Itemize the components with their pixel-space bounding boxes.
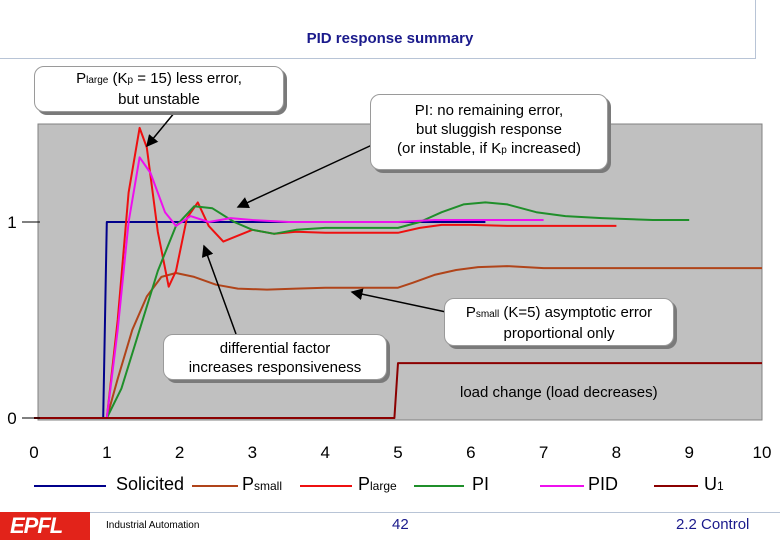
callout-psmall-p: P	[465, 304, 476, 321]
legend-label-u1: U1	[704, 474, 724, 494]
footer-section: 2.2 Control	[676, 516, 750, 533]
callout-pi-line3b: increased)	[506, 140, 581, 157]
x-tick-label-3: 3	[247, 443, 258, 462]
legend-swatch-pid	[540, 485, 584, 487]
legend-solicited	[34, 474, 194, 498]
callout-psmall-rest: (K=5) asymptotic error	[499, 304, 653, 321]
x-tick-label-9: 9	[684, 443, 694, 462]
callout-plarge-rest: = 15) less error,	[133, 70, 242, 87]
callout-pi-line3a: (or instable, if K	[397, 140, 502, 157]
callout-pi-sub: p	[501, 145, 507, 156]
x-tick-label-4: 4	[320, 443, 330, 462]
x-tick-label-1: 1	[102, 443, 112, 462]
footer-page-number: 42	[392, 516, 409, 533]
callout-plarge-sub: large	[86, 75, 109, 86]
page-title: PID response summary	[306, 30, 474, 47]
legend-swatch-u1	[654, 485, 698, 487]
legend-pi	[414, 474, 534, 498]
legend-label-solicited: Solicited	[116, 474, 185, 494]
callout-plarge-sub2: p	[127, 75, 134, 86]
callout-plarge-p: P	[76, 70, 87, 87]
legend-label-psmall: Psmall	[242, 474, 283, 494]
callout-plarge-line2: but unstable	[118, 91, 200, 108]
load-change-label: load change (load decreases)	[460, 384, 658, 401]
epfl-logo-text: EPFL	[10, 513, 63, 538]
x-tick-label-8: 8	[611, 443, 622, 462]
x-tick-label-0: 0	[29, 443, 39, 462]
x-tick-label-2: 2	[174, 443, 185, 462]
legend-label-plarge: Plarge	[358, 474, 397, 494]
legend-pid	[540, 474, 660, 498]
callout-psmall	[444, 298, 674, 346]
legend-label-pi: PI	[472, 474, 490, 494]
callout-pi-line1: PI: no remaining error,	[414, 102, 564, 119]
legend-label-pid: PID	[588, 474, 619, 494]
callout-derivative	[163, 334, 387, 380]
x-tick-label-10: 10	[752, 443, 772, 462]
callout-derivative-line2: increases responsiveness	[188, 359, 362, 376]
footer-divider	[0, 512, 780, 513]
footer-course: Industrial Automation	[106, 520, 200, 531]
callout-pi	[370, 94, 608, 170]
callout-psmall-sub: small	[475, 309, 500, 320]
y-tick-label-0: 0	[7, 409, 17, 428]
legend-swatch-plarge	[300, 485, 352, 487]
legend-u1	[654, 474, 764, 498]
legend-swatch-solicited	[34, 485, 106, 487]
callout-plarge	[34, 66, 284, 112]
legend-swatch-pi	[414, 485, 464, 487]
callout-derivative-line1: differential factor	[219, 340, 331, 357]
y-tick-label-1: 1	[7, 213, 17, 232]
callout-plarge-mid: (K	[108, 70, 128, 87]
x-tick-label-5: 5	[393, 443, 403, 462]
x-tick-label-7: 7	[538, 443, 549, 462]
callout-pi-line2: but sluggish response	[416, 121, 562, 138]
x-tick-label-6: 6	[466, 443, 476, 462]
legend-swatch-psmall	[192, 485, 238, 487]
callout-psmall-line2: proportional only	[503, 325, 615, 342]
